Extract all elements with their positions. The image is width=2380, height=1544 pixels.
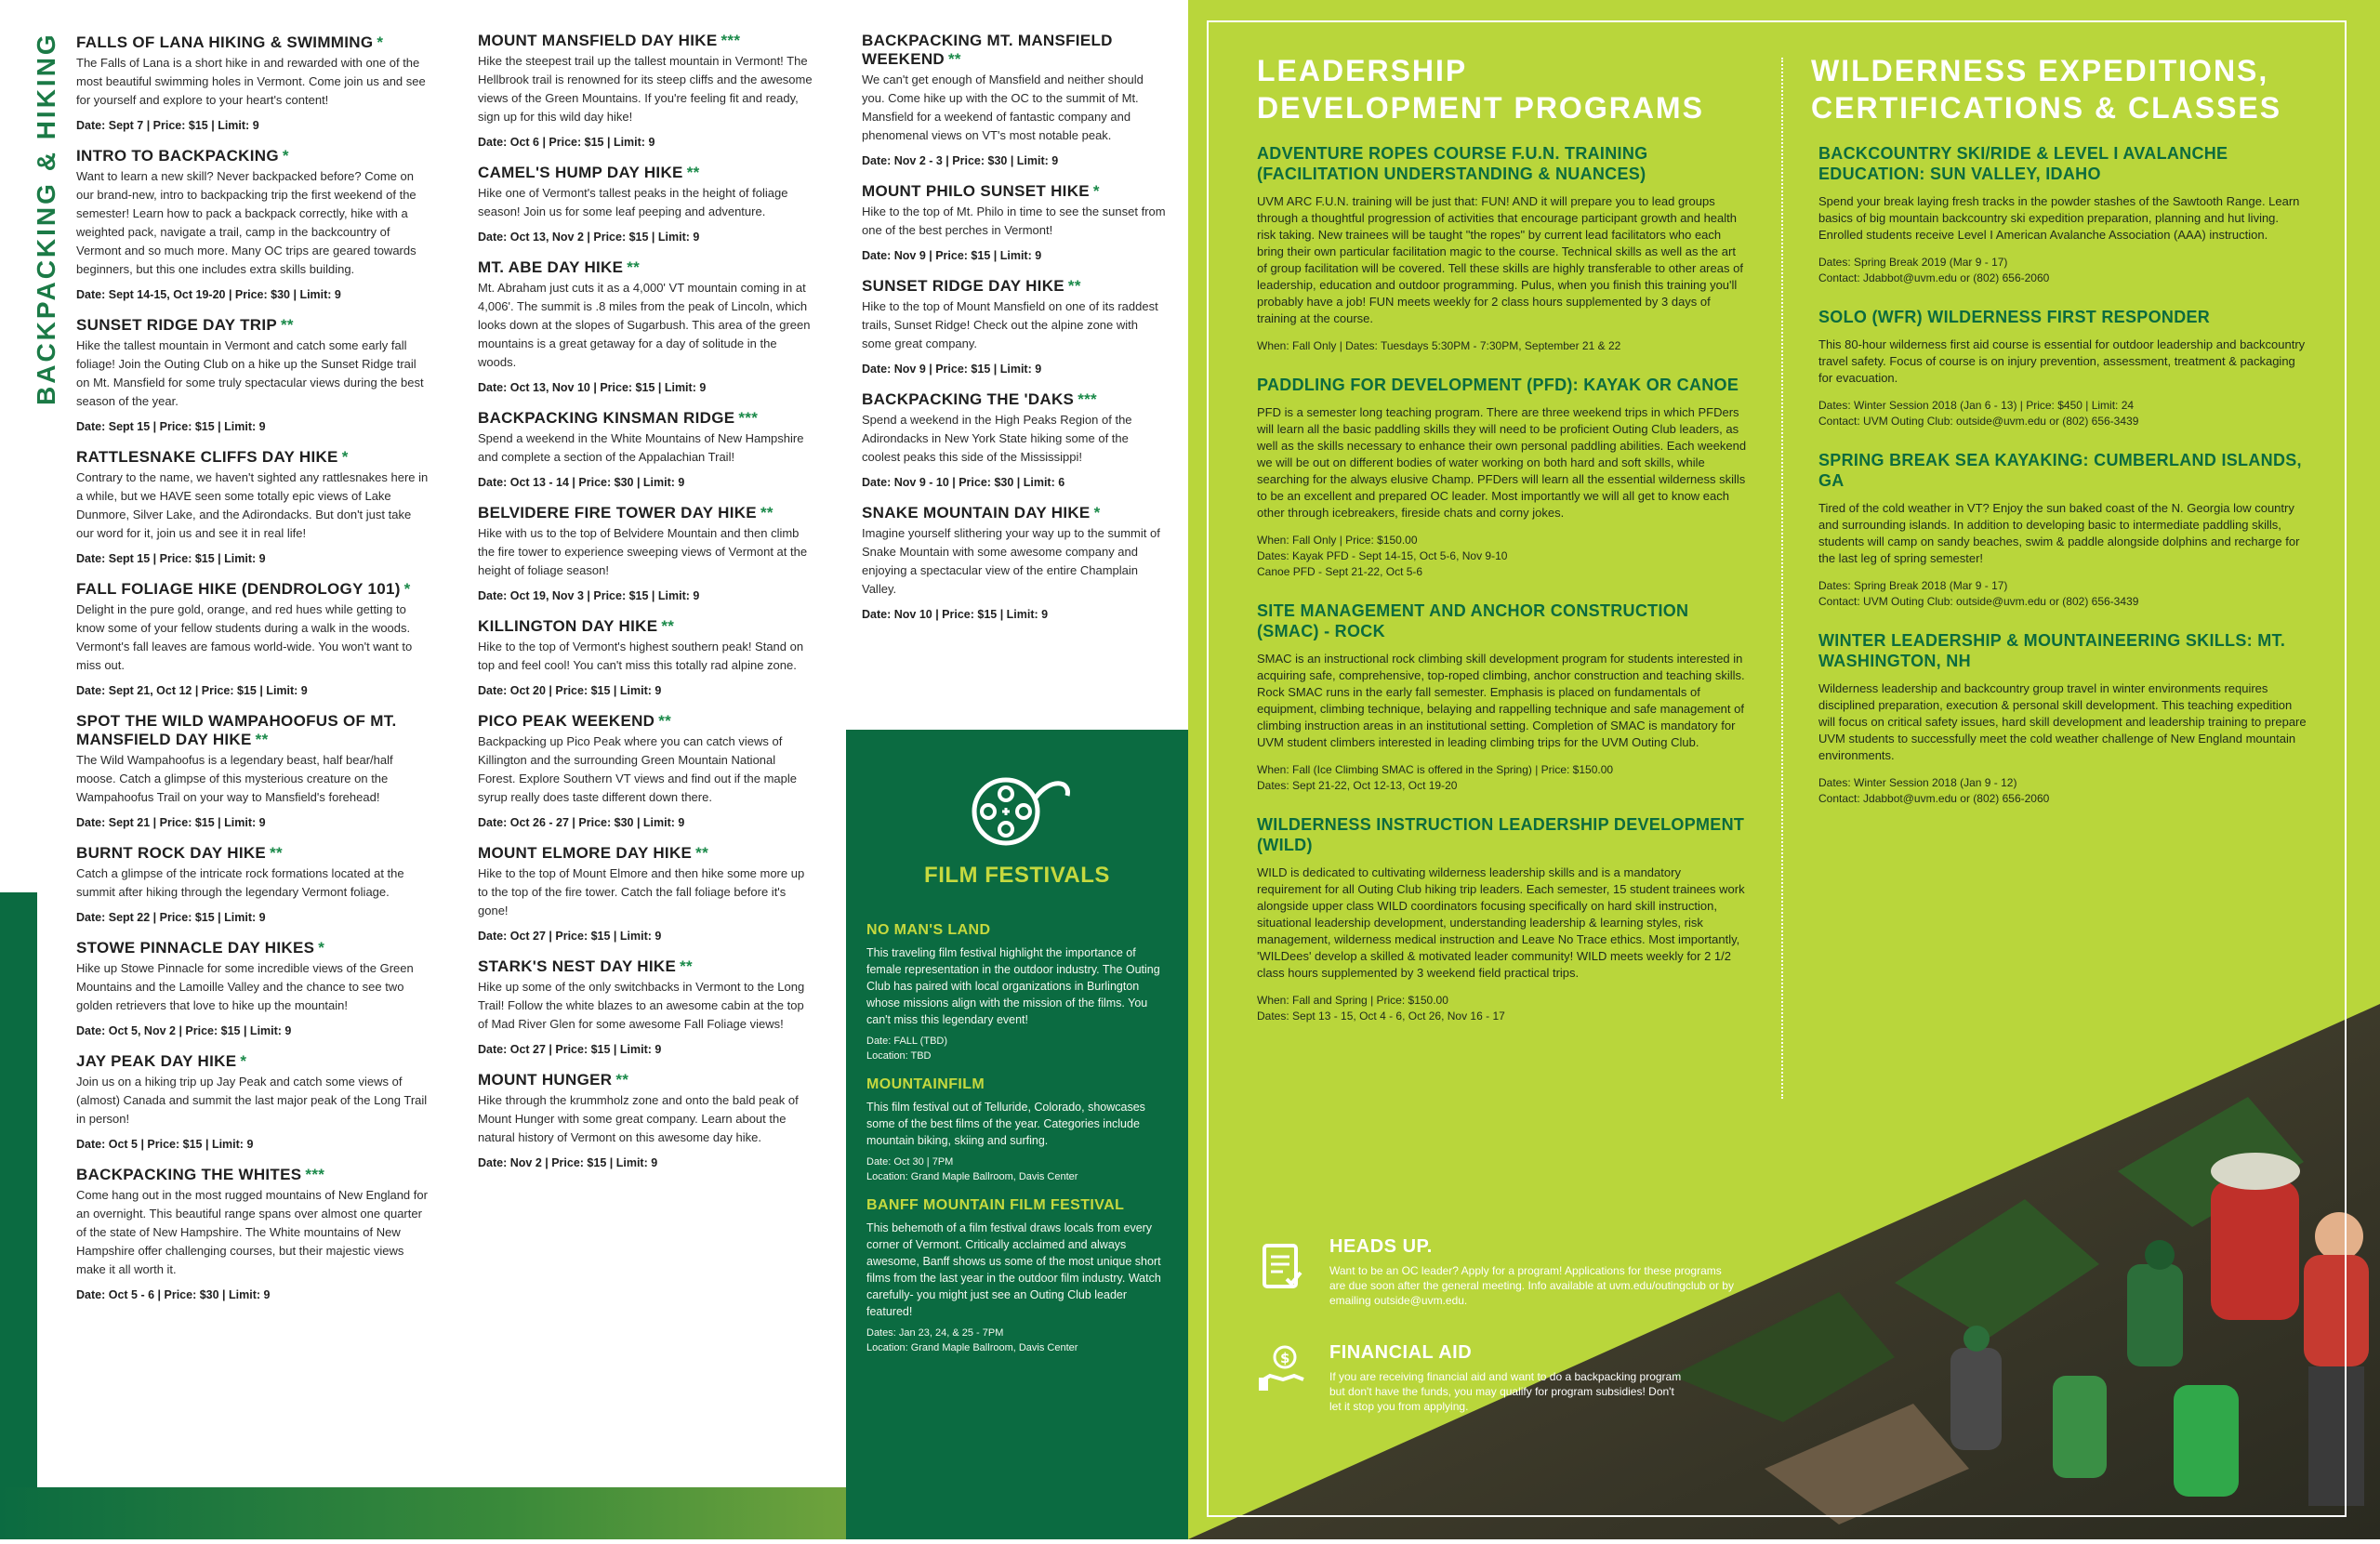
difficulty-stars: ** [661, 617, 675, 635]
hike-title [478, 1071, 813, 1089]
program-details [1818, 255, 2311, 286]
hike-event [862, 277, 1169, 377]
money-hand-icon [1257, 1344, 1307, 1394]
difficulty-stars: ** [658, 712, 672, 730]
hike-title [478, 844, 813, 863]
program-details [1818, 398, 2311, 429]
left-green-band [0, 892, 37, 1539]
program-detail-line: Contact: Jdabbot@uvm.edu or (802) 656-2060 [1818, 792, 2050, 805]
hike-event [478, 504, 813, 604]
program-detail-line: Dates: Winter Session 2018 (Jan 9 - 12) [1818, 776, 2017, 789]
film-event [866, 922, 1170, 1063]
hike-details: Date: Nov 10 | Price: $15 | Limit: 9 [862, 608, 1049, 621]
hike-title [76, 580, 430, 599]
wilderness-programs-list [1818, 143, 2311, 827]
hike-title [76, 844, 430, 863]
hike-title-text: FALL FOLIAGE HIKE (DENDROLOGY 101) [76, 580, 401, 598]
program-description: Wilderness leadership and backcountry group travel in winter environments requires disciplined preparation, execution & personal skill development. This teaching expedition will focus on critical safety issues, hard skill development and leadership training to prepare UVM students to successfully meet the cold weather challenge of New England mountain environments. [1818, 681, 2307, 762]
hike-event [76, 1052, 430, 1153]
hike-description: Join us on a hiking trip up Jay Peak and catch some views of (almost) Canada and summit the last major peak of the Long Trail in person! [76, 1075, 428, 1126]
hike-details: Date: Sept 22 | Price: $15 | Limit: 9 [76, 911, 266, 924]
program-detail-line: Dates: Spring Break 2019 (Mar 9 - 17) [1818, 256, 2008, 269]
hike-description: Hike the steepest trail up the tallest mountain in Vermont! The Hellbrook trail is renowned for its steep cliffs and the awesome views of the Green Mountains. If you're feeling fit and ready, sign up for this wild day hike! [478, 54, 813, 124]
hike-event [862, 504, 1169, 623]
hike-title-text: SUNSET RIDGE DAY TRIP [76, 316, 278, 334]
hike-title [76, 147, 430, 165]
hike-title [76, 1166, 430, 1184]
program-item [1818, 143, 2311, 286]
program-detail-line: Contact: UVM Outing Club: outside@uvm.edu or (802) 656-3439 [1818, 415, 2139, 428]
hike-event [478, 617, 813, 699]
hike-event [76, 844, 430, 926]
program-item [1818, 307, 2311, 429]
program-description: SMAC is an instructional rock climbing skill development program for students interested in acquiring safe, comprehensive, top-roped climbing, anchor construction and teaching skills. Rock SMAC runs in the early fall semester. Emphasis is placed on fundamentals of equipment, climbing technique, belaying and rappelling technique and safe management of climbing instruction areas in an institutional setting. Completion of SMAC is mandatory for UVM student climbers interested in leading climbing trips for the UVM Outing Club. [1257, 652, 1745, 749]
film-title: MOUNTAINFILM [866, 1076, 985, 1092]
program-title: PADDLING FOR DEVELOPMENT (PFD): KAYAK OR CANOE [1257, 376, 1739, 394]
hike-details: Date: Oct 13, Nov 2 | Price: $15 | Limit: 9 [478, 231, 700, 244]
program-details [1818, 578, 2311, 610]
film-location: Location: TBD [866, 1050, 932, 1062]
program-item [1257, 143, 1748, 354]
hike-details: Date: Nov 2 - 3 | Price: $30 | Limit: 9 [862, 154, 1059, 167]
svg-text:$: $ [1280, 1350, 1290, 1366]
hike-details: Date: Sept 15 | Price: $15 | Limit: 9 [76, 552, 266, 565]
hike-description: Hike one of Vermont's tallest peaks in the height of foliage season! Join us for some leaf peeping and adventure. [478, 186, 788, 218]
hike-event [478, 1071, 813, 1171]
hike-title [76, 33, 430, 52]
hike-event [76, 147, 430, 303]
difficulty-stars: *** [1078, 390, 1097, 408]
hike-details: Date: Sept 21, Oct 12 | Price: $15 | Limit: 9 [76, 684, 308, 697]
hike-title [862, 32, 1169, 69]
hike-event [478, 164, 813, 245]
program-details [1818, 775, 2311, 807]
hike-title [478, 164, 813, 182]
hike-title [76, 316, 430, 335]
difficulty-stars: * [377, 33, 384, 51]
difficulty-stars: * [1092, 182, 1100, 200]
program-item [1257, 600, 1748, 794]
difficulty-stars: ** [281, 316, 294, 334]
hike-title-text: KILLINGTON DAY HIKE [478, 617, 658, 635]
program-description: This 80-hour wilderness first aid course is essential for outdoor leadership and backcountry travel safety. Focus of course is on injury prevention, assessment, treatment & packaging for evacuation. [1818, 337, 2306, 385]
hike-details: Date: Oct 5 - 6 | Price: $30 | Limit: 9 [76, 1288, 271, 1301]
hike-title [76, 712, 430, 749]
program-title: WILDERNESS INSTRUCTION LEADERSHIP DEVELOPMENT (WILD) [1257, 815, 1745, 854]
program-detail-line: Dates: Sept 21-22, Oct 12-13, Oct 19-20 [1257, 779, 1458, 792]
film-festival-list [866, 922, 1170, 1368]
clipboard-icon [1257, 1242, 1307, 1292]
hike-description: Spend a weekend in the White Mountains of New Hampshire and complete a section of the Appalachian Trail! [478, 431, 804, 464]
column-divider [1781, 58, 1783, 1099]
program-details [1257, 533, 1748, 580]
hike-event [478, 712, 813, 831]
hiking-column-3 [862, 32, 1169, 636]
hike-title [76, 1052, 430, 1071]
section-vertical-title: BACKPACKING & HIKING [32, 32, 60, 405]
hike-title-text: JAY PEAK DAY HIKE [76, 1052, 237, 1070]
hike-details: Date: Nov 9 | Price: $15 | Limit: 9 [862, 249, 1042, 262]
difficulty-stars: ** [695, 844, 708, 862]
hike-title [478, 957, 813, 976]
hike-title [478, 258, 813, 277]
hike-title-text: MOUNT ELMORE DAY HIKE [478, 844, 693, 862]
hike-title [862, 277, 1169, 296]
hike-details: Date: Oct 13, Nov 10 | Price: $15 | Limit: 9 [478, 381, 707, 394]
hike-description: Hike through the krummholz zone and onto the bald peak of Mount Hunger with some great company. Learn about the natural history of Vermont on this awesome day hike. [478, 1093, 799, 1144]
difficulty-stars: ** [680, 957, 693, 975]
hike-event [76, 33, 430, 134]
hike-event [862, 182, 1169, 264]
hike-description: Mt. Abraham just cuts it as a 4,000' VT mountain coming in at 4,006'. The summit is .8 miles from the peak of Lincoln, which looks down at the slopes of Sugarbush. This area of the green mountains is a great getaway for a day of solitude in the woods. [478, 281, 811, 369]
heads-up-text: Want to be an OC leader? Apply for a program! Applications for these programs are due soon after the general meeting. Info available at uvm.edu/outingclub or by emailing outside@uvm.edu. [1329, 1264, 1734, 1307]
hike-description: The Falls of Lana is a short hike in and rewarded with one of the most beautiful swimming holes in Vermont. Come join us and see for yourself and explore to your heart's content! [76, 56, 426, 107]
difficulty-stars: *** [738, 409, 759, 427]
program-title: BACKCOUNTRY SKI/RIDE & LEVEL I AVALANCHE EDUCATION: SUN VALLEY, IDAHO [1818, 144, 2228, 183]
hike-event [76, 1166, 430, 1303]
hike-title-text: INTRO TO BACKPACKING [76, 147, 279, 165]
hike-event [478, 957, 813, 1058]
bottom-green-band [0, 1487, 846, 1539]
program-detail-line: When: Fall and Spring | Price: $150.00 [1257, 994, 1448, 1007]
hike-details: Date: Nov 2 | Price: $15 | Limit: 9 [478, 1156, 658, 1169]
hike-event [76, 580, 430, 699]
program-description: Spend your break laying fresh tracks in the powder stashes of the Sawtooth Range. Learn basics of big mountain backcountry ski expedition preparation, planning and hut living. Enrolled students receive Level I American Avalanche Association (AAA) instruction. [1818, 194, 2300, 242]
hike-description: Backpacking up Pico Peak where you can catch views of Killington and the surrounding Green Mountain National Forest. Explore Southern VT views and find out if the maple syrup really does taste different down there. [478, 734, 797, 804]
film-event [866, 1197, 1170, 1355]
film-festival-heading: FILM FESTIVALS [924, 863, 1110, 888]
hike-description: Hike the tallest mountain in Vermont and catch some early fall foliage! Join the Outing Club on a hike up the Sunset Ridge trail on Mt. Mansfield for some truly spectacular views during the best season of the year. [76, 338, 424, 408]
difficulty-stars: ** [255, 731, 269, 748]
hike-title-text: BACKPACKING MT. MANSFIELD WEEKEND [862, 32, 1113, 68]
program-item [1257, 375, 1748, 580]
program-detail-line: Contact: Jdabbot@uvm.edu or (802) 656-2060 [1818, 271, 2050, 284]
film-details [866, 1155, 1170, 1184]
hike-details: Date: Oct 6 | Price: $15 | Limit: 9 [478, 136, 655, 149]
film-title: NO MAN'S LAND [866, 922, 991, 938]
difficulty-stars: *** [721, 32, 741, 49]
financial-aid-block [1257, 1342, 1759, 1426]
hike-title-text: BURNT ROCK DAY HIKE [76, 844, 267, 862]
hike-title-text: FALLS OF LANA HIKING & SWIMMING [76, 33, 374, 51]
program-description: Tired of the cold weather in VT? Enjoy the sun baked coast of the N. Georgia low country and surrounding islands. In addition to developing basic to intermediate paddling skills, students will camp on sandy beaches, swim & paddle alongside dolphins and recharge for the last leg of spring semester! [1818, 501, 2300, 565]
film-description: This behemoth of a film festival draws locals from every corner of Vermont. Critically acclaimed and always awesome, Banff shows us some of the most unique short films from the last year in the outdoor film industry. Watch carefully- you might just see an Outing Club leader featured! [866, 1221, 1161, 1318]
hike-title-text: MOUNT MANSFIELD DAY HIKE [478, 32, 718, 49]
difficulty-stars: ** [686, 164, 700, 181]
hike-title [862, 182, 1169, 201]
hike-title-text: MT. ABE DAY HIKE [478, 258, 624, 276]
financial-aid-text: If you are receiving financial aid and want to do a backpacking program but don't have the funds, you may qualify for program subsidies! Don't let it stop you from applying. [1329, 1370, 1682, 1413]
program-details [1257, 338, 1748, 354]
hike-event [76, 448, 430, 567]
program-detail-line: Dates: Kayak PFD - Sept 14-15, Oct 5-6, Nov 9-10 [1257, 549, 1508, 562]
leadership-programs-list [1257, 143, 1748, 1045]
hike-title [76, 448, 430, 467]
hike-title-text: MOUNT HUNGER [478, 1071, 613, 1089]
hike-title-text: STARK'S NEST DAY HIKE [478, 957, 677, 975]
hike-details: Date: Oct 27 | Price: $15 | Limit: 9 [478, 930, 662, 943]
program-title: SPRING BREAK SEA KAYAKING: CUMBERLAND ISLANDS, GA [1818, 451, 2302, 490]
program-item [1818, 630, 2311, 807]
hike-title-text: PICO PEAK WEEKEND [478, 712, 655, 730]
difficulty-stars: ** [948, 50, 961, 68]
hike-description: We can't get enough of Mansfield and neither should you. Come hike up with the OC to the summit of Mt. Mansfield for a weekend of fantastic company and phenomenal views on VT's most notable peak. [862, 73, 1144, 142]
financial-aid-title: FINANCIAL AID [1329, 1342, 1473, 1363]
program-item [1257, 814, 1748, 1024]
hike-title [862, 504, 1169, 522]
hike-details: Date: Oct 5, Nov 2 | Price: $15 | Limit: 9 [76, 1024, 292, 1037]
program-description: PFD is a semester long teaching program. There are three weekend trips in which PFDers will learn all the basic paddling skills they will need to be proficient Outing Club leaders, as well as the skills necessary to enhance their own personal paddling abilities. Each weekend we will be out on different bodies of water working on both hard and soft skills, while searching for the always elusive Champ. PFDers will learn all the essential wilderness skills to be an excellent and prepared OC leader. Most importantly we will all get to know each other through icebreakers, fireside chats and corny jokes. [1257, 405, 1747, 520]
program-title: WINTER LEADERSHIP & MOUNTAINEERING SKILLS: MT. WASHINGTON, NH [1818, 631, 2286, 670]
hike-details: Date: Oct 19, Nov 3 | Price: $15 | Limit: 9 [478, 589, 700, 602]
film-description: This traveling film festival highlight the importance of female representation in the outdoor industry. The Outing Club has paired with local organizations in Burlington whose missions align with the mission of the films. You can't miss this legendary event! [866, 946, 1160, 1026]
hike-details: Date: Nov 9 - 10 | Price: $30 | Limit: 6 [862, 476, 1065, 489]
hike-description: Imagine yourself slithering your way up to the summit of Snake Mountain with some awesome company and enjoying a spectacular view of the entire Champlain Valley. [862, 526, 1160, 596]
hike-description: Hike up Stowe Pinnacle for some incredible views of the Green Mountains and the Lamoille Valley and the chance to see two golden retrievers that love to hike up the mountain! [76, 961, 414, 1012]
film-location: Location: Grand Maple Ballroom, Davis Center [866, 1342, 1078, 1353]
hike-title [862, 390, 1169, 409]
hiking-column-2 [478, 32, 813, 1184]
hike-title-text: MOUNT PHILO SUNSET HIKE [862, 182, 1090, 200]
heads-up-block [1257, 1236, 1759, 1320]
heads-up-title: HEADS UP. [1329, 1236, 1433, 1257]
film-details [866, 1326, 1170, 1355]
film-location: Location: Grand Maple Ballroom, Davis Center [866, 1171, 1078, 1182]
film-reel-icon [958, 770, 1078, 853]
film-details [866, 1034, 1170, 1063]
hike-title [478, 617, 813, 636]
hike-description: Want to learn a new skill? Never backpacked before? Come on our brand-new, intro to backpacking trip the first weekend of the semester! Learn how to pack a backpack correctly, hike with a weighted pack, navigate a trail, camp in the backcountry of Vermont and so much more. Many OC trips are geared towards beginners, but this one includes extra skills building. [76, 169, 416, 276]
film-event [866, 1076, 1170, 1184]
hike-description: Hike with us to the top of Belvidere Mountain and then climb the fire tower to experience sweeping views of Vermont at the height of foliage season! [478, 526, 808, 577]
program-detail-line: Dates: Spring Break 2018 (Mar 9 - 17) [1818, 579, 2008, 592]
program-detail-line: Dates: Winter Session 2018 (Jan 6 - 13) | Price: $450 | Limit: 24 [1818, 399, 2135, 412]
hike-event [478, 258, 813, 396]
hike-description: Hike to the top of Vermont's highest southern peak! Stand on top and feel cool! You can't miss this totally rad alpine zone. [478, 640, 804, 672]
difficulty-stars: ** [270, 844, 283, 862]
difficulty-stars: ** [627, 258, 641, 276]
hike-title [478, 32, 813, 50]
hike-details: Date: Oct 27 | Price: $15 | Limit: 9 [478, 1043, 662, 1056]
program-title: SITE MANAGEMENT AND ANCHOR CONSTRUCTION (SMAC) - ROCK [1257, 601, 1689, 640]
leadership-heading: LEADERSHIP DEVELOPMENT PROGRAMS [1257, 54, 1704, 125]
film-date: Date: FALL (TBD) [866, 1036, 948, 1047]
hike-description: Come hang out in the most rugged mountains of New England for an overnight. This beautiful range spans over almost one quarter of the state of New Hampshire. The White mountains of New Hampshire offer challenging courses, but their majestic views make it all worth it. [76, 1188, 428, 1276]
hike-description: Catch a glimpse of the intricate rock formations located at the summit after hiking through the legendary Vermont foliage. [76, 866, 404, 899]
hike-title-text: BACKPACKING THE WHITES [76, 1166, 302, 1183]
hike-description: Spend a weekend in the High Peaks Region of the Adirondacks in New York State hiking some of the coolest peaks this side of the Mississippi! [862, 413, 1132, 464]
hike-title [478, 712, 813, 731]
film-description: This film festival out of Telluride, Colorado, showcases some of the best films of the year. Categories include mountain biking, skiing and surfing. [866, 1101, 1145, 1147]
program-detail-line: Contact: UVM Outing Club: outside@uvm.edu or (802) 656-3439 [1818, 595, 2139, 608]
difficulty-stars: * [341, 448, 349, 466]
hike-title-text: SPOT THE WILD WAMPAHOOFUS OF MT. MANSFIELD DAY HIKE [76, 712, 397, 748]
program-title: ADVENTURE ROPES COURSE F.U.N. TRAINING (FACILITATION UNDERSTANDING & NUANCES) [1257, 144, 1648, 183]
hike-details: Date: Oct 13 - 14 | Price: $30 | Limit: 9 [478, 476, 685, 489]
hike-description: Delight in the pure gold, orange, and red hues while getting to know some of your fellow students during a walk in the woods. Vermont's fall leaves are famous world-wide. You won't want to miss out. [76, 602, 413, 672]
program-detail-line: Canoe PFD - Sept 21-22, Oct 5-6 [1257, 565, 1423, 578]
difficulty-stars: ** [615, 1071, 629, 1089]
difficulty-stars: * [1093, 504, 1101, 521]
program-detail-line: When: Fall Only | Dates: Tuesdays 5:30PM - 7:30PM, September 21 & 22 [1257, 339, 1621, 352]
difficulty-stars: * [240, 1052, 247, 1070]
program-item [1818, 450, 2311, 610]
film-title: BANFF MOUNTAIN FILM FESTIVAL [866, 1197, 1125, 1213]
hike-title-text: BACKPACKING THE 'DAKS [862, 390, 1075, 408]
hike-title [76, 939, 430, 957]
hike-description: Hike up some of the only switchbacks in Vermont to the Long Trail! Follow the white blazes to an awesome cabin at the top of Mad River Glen for some awesome Fall Foliage views! [478, 980, 805, 1031]
hike-event [478, 32, 813, 151]
hike-event [478, 844, 813, 944]
hike-event [76, 939, 430, 1039]
hike-description: Hike to the top of Mount Mansfield on one of its raddest trails, Sunset Ridge! Check out the alpine zone with some great company. [862, 299, 1158, 350]
hike-event [76, 712, 430, 831]
hike-description: Contrary to the name, we haven't sighted any rattlesnakes here in a while, but we HAVE seen some totally epic views of Lake Dunmore, Silver Lake, and the Adirondacks. But don't just take our word for it, join us and see it in real life! [76, 470, 429, 540]
hike-title-text: SNAKE MOUNTAIN DAY HIKE [862, 504, 1091, 521]
hike-details: Date: Oct 26 - 27 | Price: $30 | Limit: 9 [478, 816, 685, 829]
program-description: WILD is dedicated to cultivating wilderness leadership skills and is a mandatory requirement for all Outing Club hiking trip leaders. Each semester, 15 student trainees work alongside upper class WILD coordinators focusing specifically on hard skill instruction, situational leadership development, understanding leadership & learning styles, risk management, wilderness medical instruction and Leave No Trace ethics. Most importantly, 'WILDees' develop a skilled & motivated leader community! WILD meets weekly for 2 1/2 class hours supplemented by 3 weekend field practical trips. [1257, 865, 1745, 980]
hike-details: Date: Nov 9 | Price: $15 | Limit: 9 [862, 363, 1042, 376]
hike-details: Date: Sept 7 | Price: $15 | Limit: 9 [76, 119, 259, 132]
difficulty-stars: * [403, 580, 411, 598]
hike-description: Hike to the top of Mt. Philo in time to see the sunset from one of the best perches in Vermont! [862, 205, 1166, 237]
difficulty-stars: ** [760, 504, 774, 521]
hike-event [478, 409, 813, 491]
difficulty-stars: * [282, 147, 289, 165]
hike-title-text: BACKPACKING KINSMAN RIDGE [478, 409, 735, 427]
program-description: UVM ARC F.U.N. training will be just that: FUN! AND it will prepare you to lead groups through a thoughtful progression of activities that encourage participant growth and health risk taking. New trainees will be taught "the ropes" by current lead facilitators who each bring their own particular facilitation magic to the course. Technical skills as well as the art of group facilitation will be covered. Tell these skills are highly transferable to other areas of leadership, education and outdoor programming. Pulus, when you finish this training you'll probably have a job! FUN meets weekly for 2 class hours supplemented by 3 days of training at the course. [1257, 194, 1743, 325]
film-date: Dates: Jan 23, 24, & 25 - 7PM [866, 1327, 1004, 1339]
hike-title-text: BELVIDERE FIRE TOWER DAY HIKE [478, 504, 757, 521]
hike-title-text: CAMEL'S HUMP DAY HIKE [478, 164, 683, 181]
hike-details: Date: Oct 5 | Price: $15 | Limit: 9 [76, 1138, 254, 1151]
hike-event [76, 316, 430, 435]
program-detail-line: When: Fall (Ice Climbing SMAC is offered in the Spring) | Price: $150.00 [1257, 763, 1614, 776]
program-details [1257, 762, 1748, 794]
hike-details: Date: Sept 15 | Price: $15 | Limit: 9 [76, 420, 266, 433]
hike-event [862, 390, 1169, 491]
hike-details: Date: Sept 21 | Price: $15 | Limit: 9 [76, 816, 266, 829]
hike-details: Date: Oct 20 | Price: $15 | Limit: 9 [478, 684, 662, 697]
hike-title-text: STOWE PINNACLE DAY HIKES [76, 939, 315, 957]
wilderness-heading: WILDERNESS EXPEDITIONS, CERTIFICATIONS & CLASSES [1811, 54, 2282, 125]
hike-title-text: RATTLESNAKE CLIFFS DAY HIKE [76, 448, 338, 466]
program-detail-line: When: Fall Only | Price: $150.00 [1257, 534, 1418, 547]
hike-details: Date: Sept 14-15, Oct 19-20 | Price: $30 | Limit: 9 [76, 288, 341, 301]
hike-title-text: SUNSET RIDGE DAY HIKE [862, 277, 1064, 295]
difficulty-stars: ** [1067, 277, 1081, 295]
difficulty-stars: *** [305, 1166, 325, 1183]
hike-title [478, 409, 813, 428]
difficulty-stars: * [318, 939, 325, 957]
hike-title [478, 504, 813, 522]
hiking-column-1 [76, 33, 430, 1316]
program-details [1257, 993, 1748, 1024]
program-title: SOLO (WFR) WILDERNESS FIRST RESPONDER [1818, 308, 2211, 326]
hike-description: The Wild Wampahoofus is a legendary beast, half bear/half moose. Catch a glimpse of this mysterious creature on the Wampahoofus Trail on your way to Mansfield's forehead! [76, 753, 393, 804]
film-date: Date: Oct 30 | 7PM [866, 1156, 954, 1168]
hike-event [862, 32, 1169, 169]
program-detail-line: Dates: Sept 13 - 15, Oct 4 - 6, Oct 26, Nov 16 - 17 [1257, 1010, 1505, 1023]
hike-description: Hike to the top of Mount Elmore and then hike some more up to the top of the fire tower. Catch the fall foliage before it's gone! [478, 866, 805, 917]
